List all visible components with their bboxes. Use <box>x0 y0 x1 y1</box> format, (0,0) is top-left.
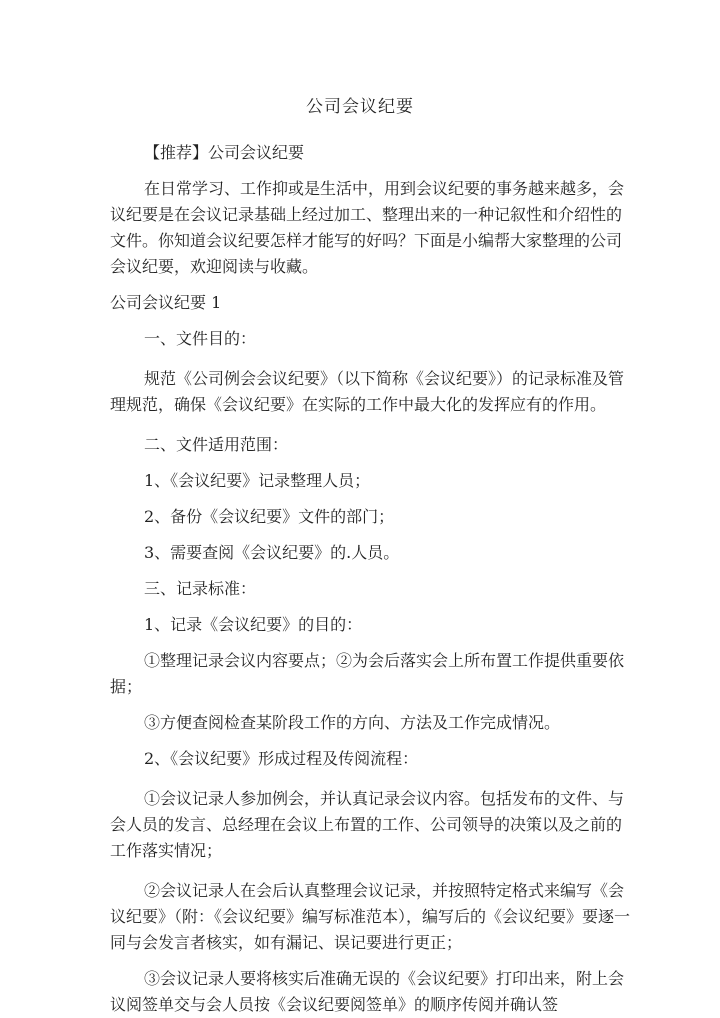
paragraph-scope-item-3: 3、需要查阅《会议纪要》的.人员。 <box>144 543 400 562</box>
paragraph-standard-item-1: 1、记录《会议纪要》的目的： <box>144 615 363 634</box>
paragraph-standard-heading: 三、记录标准： <box>144 579 257 598</box>
paragraph-process-step-1: ①会议记录人参加例会，并认真记录会议内容。包括发布的文件、与会人员的发言、总经理在会议上布置的工作、公司领导的决策以及之前的工作落实情况； <box>110 789 625 860</box>
document-body <box>110 140 630 1018</box>
paragraph-process-heading: 2、《会议纪要》形成过程及传阅流程： <box>144 749 419 768</box>
document-title: 公司会议纪要 <box>306 97 414 117</box>
paragraph-purpose-body: 规范《公司例会会议纪要》（以下简称《会议纪要》）的记录标准及管理规范，确保《会议纪要》在实际的工作中最大化的发挥应有的作用。 <box>110 369 625 414</box>
paragraph-purpose-point-3: ③方便查阅检查某阶段工作的方向、方法及工作完成情况。 <box>144 713 561 732</box>
paragraph-purpose-heading: 一、文件目的： <box>144 329 257 348</box>
paragraph-process-step-3: ③会议记录人要将核实后准确无误的《会议纪要》打印出来，附上会议阅签单交与会人员按《会议纪要阅签单》的顺序传阅并确认签 <box>110 969 625 1014</box>
paragraph-scope-heading: 二、文件适用范围： <box>144 435 289 454</box>
paragraph-process-step-2: ②会议记录人在会后认真整理会议记录，并按照特定格式来编写《会议纪要》（附：《会议纪要》编写标准范本），编写后的《会议纪要》要逐一同与会发言者核实，如有漏记、误记要进行更正； <box>110 881 631 952</box>
paragraph-purpose-points: ①整理记录会议内容要点；②为会后落实会上所布置工作提供重要依据； <box>110 651 625 696</box>
paragraph-scope-item-1: 1、《会议纪要》记录整理人员； <box>144 471 371 490</box>
paragraph-recommend-heading: 【推荐】公司会议纪要 <box>144 143 305 162</box>
paragraph-intro: 在日常学习、工作抑或是生活中，用到会议纪要的事务越来越多，会议纪要是在会议记录基础上经过加工、整理出来的一种记叙性和介绍性的文件。你知道会议纪要怎样才能写的好吗？下面是小编帮大家整理的公司会议纪要，欢迎阅读与收藏。 <box>110 179 625 276</box>
paragraph-scope-item-2: 2、备份《会议纪要》文件的部门； <box>144 507 395 526</box>
section-heading-1: 公司会议纪要 1 <box>110 293 222 312</box>
